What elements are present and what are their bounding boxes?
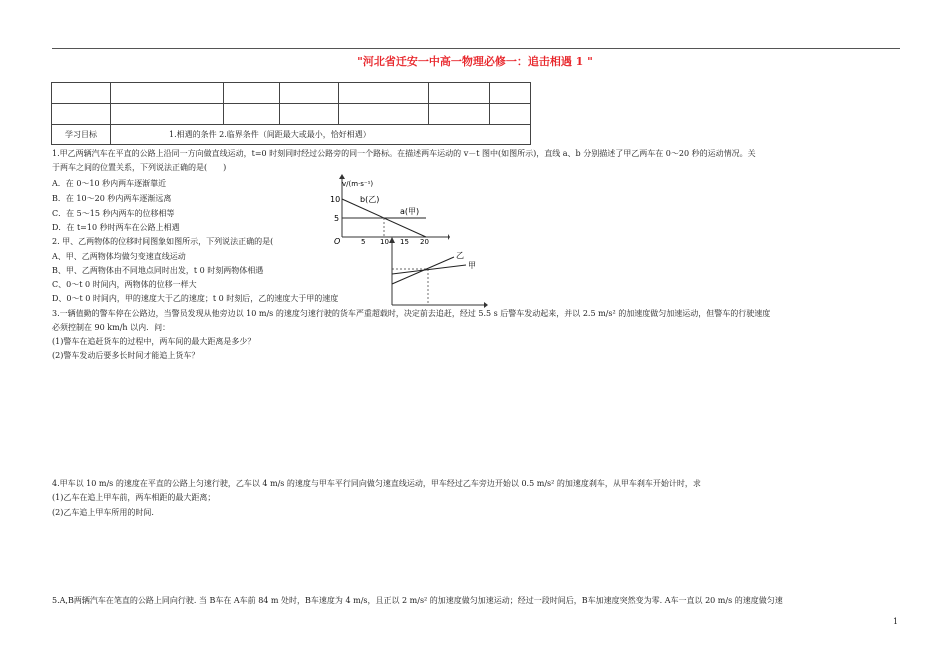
q3-line2: 必须控制在 90 km/h 以内．问： (52, 323, 171, 332)
table-cell (52, 83, 111, 104)
q1-option-d: D．在 t=10 秒时两车在公路上相遇 (52, 223, 180, 232)
xt-graph (378, 237, 488, 309)
goal-content: 1.相遇的条件 2.临界条件（间距最大或最小，恰好相遇） (111, 125, 531, 145)
vt-ylabel: v/(m·s⁻¹) (342, 180, 374, 188)
table-cell (490, 83, 531, 104)
line-jia (392, 265, 466, 274)
vt-tick-10: 10 (330, 195, 341, 204)
q1-option-a: A．在 0～10 秒内两车逐渐靠近 (52, 179, 167, 188)
vt-xtick-10: 10 (380, 238, 389, 245)
goal-label: 学习目标 (52, 125, 111, 145)
table-cell (280, 83, 339, 104)
q1-option-c: C．在 5～15 秒内两车的位移相等 (52, 209, 175, 218)
vt-label-a: a(甲) (400, 207, 420, 216)
q5-line1: 5.A,B两辆汽车在笔直的公路上同向行驶. 当 B车在 A车前 84 m 处时，B车速度为 4 m/s，且正以 2 m/s² 的加速度做匀加速运动；经过一段时间后，B车加速度突然变为零. A车一直以 20 m/s 的速度做匀速 (52, 596, 783, 605)
q4-line1: 4.甲车以 10 m/s 的速度在平直的公路上匀速行驶，乙车以 4 m/s 的速度与甲车平行同向做匀速直线运动，甲车经过乙车旁边开始以 0.5 m/s² 的加速度刹车，从甲车刹车开始计时，求 (52, 479, 701, 488)
vt-tick-5: 5 (334, 214, 340, 223)
table-cell (111, 83, 224, 104)
xt-label-jia: 甲 (468, 261, 476, 270)
xt-y-arrow (389, 237, 395, 243)
q3-sub2: (2)警车发动后要多长时间才能追上货车？ (52, 351, 200, 360)
q2-stem: 2. 甲、乙两物体的位移时间图象如图所示，下列说法正确的是( (52, 237, 274, 246)
q2-option-b: B、甲、乙两物体由不同地点同时出发，t 0 时刻两物体相遇 (52, 266, 264, 275)
q1-stem-line2: 于两车之间的位置关系，下列说法正确的是( ) (52, 163, 227, 172)
vt-graph (326, 173, 450, 245)
page-title: "河北省迁安一中高一物理必修一：追击相遇 1 " (357, 55, 593, 68)
table-cell (490, 104, 531, 125)
table-cell (280, 104, 339, 125)
info-table (51, 82, 531, 145)
q4-sub1: (1)乙车在追上甲车前，两车相距的最大距离； (52, 493, 216, 502)
q4-sub2: (2)乙车追上甲车所用的时间. (52, 508, 154, 517)
q2-option-d: D、0～t 0 时间内，甲的速度大于乙的速度；t 0 时刻后，乙的速度大于甲的速度 (52, 294, 339, 303)
vt-label-b: b(乙) (360, 195, 380, 204)
q3-sub1: (1)警车在追赶货车的过程中，两车间的最大距离是多少？ (52, 337, 256, 346)
q2-option-c: C、0～t 0 时间内，两物体的位移一样大 (52, 280, 197, 289)
vt-origin: O (334, 237, 341, 245)
header-rule (52, 48, 900, 49)
table-cell (224, 104, 280, 125)
table-cell (52, 104, 111, 125)
table-cell (429, 83, 490, 104)
vt-xtick-5: 5 (361, 238, 366, 245)
table-cell (224, 83, 280, 104)
table-cell (429, 104, 490, 125)
xt-label-yi: 乙 (456, 251, 464, 260)
page-number: 1 (893, 617, 899, 626)
q1-stem-line1: 1.甲乙两辆汽车在平直的公路上沿同一方向做直线运动，t=0 时刻同时经过公路旁的同一个路标。在描述两车运动的 v－t 图中(如图所示)，直线 a、b 分别描述了甲乙两车在 0～20 秒的运动情况。关 (52, 149, 756, 158)
table-cell (339, 104, 429, 125)
vt-xtick-15: 15 (400, 238, 409, 245)
table-cell (339, 83, 429, 104)
vt-xtick-20: 20 (420, 238, 429, 245)
vt-y-arrow (339, 174, 345, 179)
table-cell (111, 104, 224, 125)
q2-option-a: A、甲、乙两物体均做匀变速直线运动 (52, 252, 186, 261)
q3-line1: 3.一辆值勤的警车停在公路边，当警员发现从他旁边以 10 m/s 的速度匀速行驶的货车严重超载时，决定前去追赶，经过 5.5 s 后警车发动起来，并以 2.5 m/s² 的加速度做匀加速运动，但警车的行驶速度 (52, 309, 771, 318)
q1-option-b: B．在 10～20 秒内两车逐渐远离 (52, 194, 172, 203)
